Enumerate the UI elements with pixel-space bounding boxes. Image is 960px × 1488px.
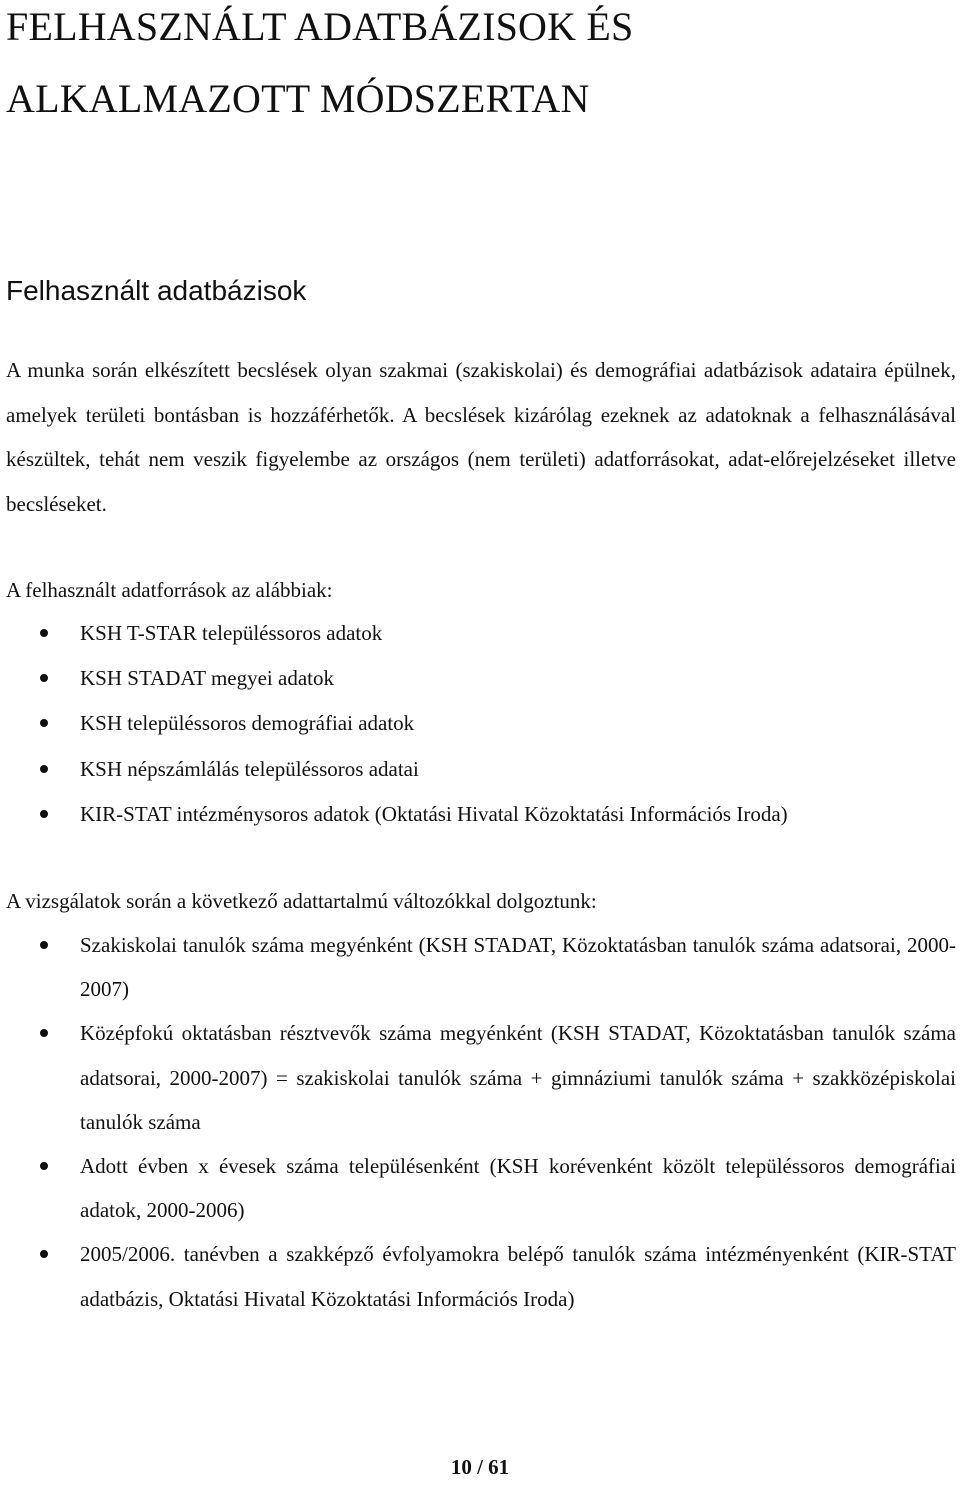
list-item	[0, 923, 960, 1011]
list-item-text: KIR-STAT intézménysoros adatok (Oktatási Hivatal Közoktatási Információs Iroda)	[80, 801, 788, 826]
list-item	[0, 611, 960, 656]
list-item-text: Középfokú oktatásban résztvevők száma megyénként (KSH STADAT, Közoktatásban tanulók száma adatsorai, 2000-2007) = szakiskolai tanulók száma + gimnáziumi tanulók száma + szakközépiskolai tanulók száma	[80, 1021, 956, 1134]
bullet-icon	[40, 810, 48, 818]
list-item-text: KSH településsoros demográfiai adatok	[80, 711, 415, 736]
list-item	[0, 701, 960, 746]
list-item	[0, 747, 960, 792]
bullet-icon	[40, 1250, 48, 1258]
variables-list	[0, 923, 960, 1321]
list-item	[0, 1011, 960, 1144]
document-title-line-2: ALKALMAZOTT MÓDSZERTAN	[6, 76, 590, 121]
list-item	[0, 792, 960, 837]
page-number: 10 / 61	[450, 1455, 510, 1479]
list-item-text: KSH STADAT megyei adatok	[80, 666, 334, 691]
list-item-text: KSH T-STAR településsoros adatok	[80, 621, 383, 645]
sources-intro: A felhasznált adatforrások az alábbiak:	[6, 578, 333, 602]
intro-paragraph: A munka során elkészített becslések olyan szakmai (szakiskolai) és demográfiai adatbázisok adataira épülnek, amelyek területi bontásban is hozzáférhetők. A becslések kizárólag ezeknek az adatoknak a felhasználásával készültek, tehát nem veszik figyelembe az országos (nem területi) adatforrásokat, adat-előrejelzéseket illetve becsléseket.	[6, 358, 956, 516]
document-title-line-1: FELHASZNÁLT ADATBÁZISOK ÉS	[6, 4, 634, 49]
bullet-icon	[40, 629, 48, 637]
bullet-icon	[40, 719, 48, 727]
document-title	[6, 0, 946, 144]
list-item-text: Szakiskolai tanulók száma megyénként (KSH STADAT, Közoktatásban tanulók száma adatsorai, 2000-2007)	[80, 933, 956, 1002]
bullet-icon	[40, 674, 48, 682]
bullet-icon	[40, 765, 48, 773]
list-item	[0, 656, 960, 701]
variables-intro: A vizsgálatok során a következő adattartalmú változókkal dolgoztunk:	[6, 889, 597, 913]
list-item	[0, 1232, 960, 1320]
bullet-icon	[40, 941, 48, 949]
list-item-text: KSH népszámlálás településsoros adatai	[80, 756, 419, 781]
sources-list	[0, 611, 960, 837]
bullet-icon	[40, 1029, 48, 1037]
bullet-icon	[40, 1162, 48, 1170]
list-item	[0, 1144, 960, 1232]
list-item-text: Adott évben x évesek száma településenként (KSH korévenként közölt településsoros demográfiai adatok, 2000-2006)	[80, 1154, 956, 1223]
list-item-text: 2005/2006. tanévben a szakképző évfolyamokra belépő tanulók száma intézményenként (KIR-STAT adatbázis, Oktatási Hivatal Közoktatási Információs Iroda)	[80, 1242, 956, 1311]
section-title: Felhasznált adatbázisok	[6, 275, 307, 306]
